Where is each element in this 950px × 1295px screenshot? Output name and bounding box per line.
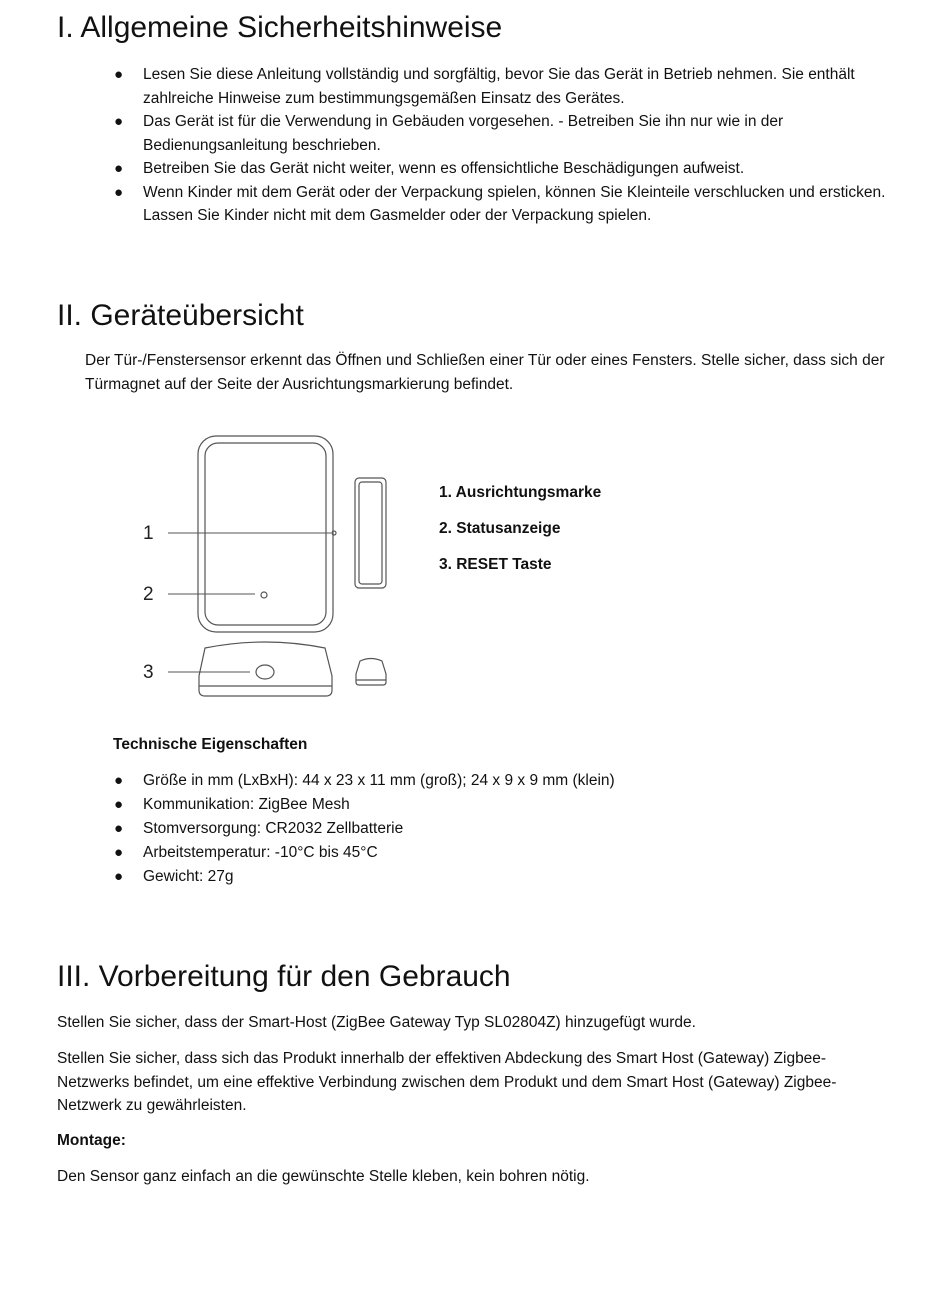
bullet-icon: ●: [114, 844, 124, 861]
bullet-icon: ●: [114, 772, 124, 789]
legend-item-3: 3. RESET Taste: [439, 556, 552, 573]
mount-text: Den Sensor ganz einfach an die gewünschte Stelle kleben, kein bohren nötig.: [57, 1168, 590, 1185]
list-item: ● Lesen Sie diese Anleitung vollständig und sorgfältig, bevor Sie das Gerät in Betrieb nehmen. Sie enthält zahlreiche Hinweise zum bestimmungsgemäßen Einsatz des Gerätes.: [0, 63, 950, 110]
section-1-title: I. Allgemeine Sicherheitshinweise: [57, 11, 503, 44]
prep-paragraph-1: Stellen Sie sicher, dass der Smart-Host (ZigBee Gateway Typ SL02804Z) hinzugefügt wurde.: [57, 1014, 696, 1031]
prep-paragraph-2: Stellen Sie sicher, dass sich das Produkt innerhalb der effektiven Abdeckung des Smart Host (Gateway) Zigbee-Netzwerks befindet, um eine effektive Verbindung zwischen dem Produkt und dem Smart Host (Gateway) Zigbee-Netzwerk zu gewährleisten.: [57, 1050, 837, 1114]
section-2-title: II. Geräteübersicht: [57, 299, 304, 332]
mount-title: Montage:: [57, 1132, 126, 1149]
list-item: ● Kommunikation: ZigBee Mesh: [0, 793, 950, 817]
list-item: ● Stomversorgung: CR2032 Zellbatterie: [0, 817, 950, 841]
list-item: ● Betreiben Sie das Gerät nicht weiter, wenn es offensichtliche Beschädigungen aufweist.: [0, 157, 950, 181]
bullet-icon: ●: [114, 66, 124, 83]
sensor-bottom-view: [199, 642, 332, 696]
magnet-body-inner: [359, 482, 382, 584]
list-item: ● Arbeitstemperatur: -10°C bis 45°C: [0, 841, 950, 865]
list-item: ● Das Gerät ist für die Verwendung in Gebäuden vorgesehen. - Betreiben Sie ihn nur wie in der Bedienungsanleitung beschrieben.: [0, 110, 950, 157]
bullet-icon: ●: [114, 868, 124, 885]
reset-button: [256, 665, 274, 679]
tech-list: [0, 769, 950, 889]
list-item: ● Wenn Kinder mit dem Gerät oder der Verpackung spielen, können Sie Kleinteile verschlucken und ersticken. Lassen Sie Kinder nicht mit dem Gasmelder oder der Verpackung spielen.: [0, 181, 950, 228]
diagram-number-3: 3: [143, 662, 154, 683]
bullet-icon: ●: [114, 820, 124, 837]
status-led: [261, 592, 267, 598]
magnet-bottom-view: [356, 659, 386, 686]
bullet-icon: ●: [114, 183, 124, 201]
list-item: ● Gewicht: 27g: [0, 865, 950, 889]
diagram-number-2: 2: [143, 584, 154, 605]
magnet-body: [355, 478, 386, 588]
tech-title: Technische Eigenschaften: [113, 736, 308, 753]
list-item: ● Größe in mm (LxBxH): 44 x 23 x 11 mm (groß); 24 x 9 x 9 mm (klein): [0, 769, 950, 793]
bullet-icon: ●: [114, 160, 124, 177]
sensor-body: [198, 436, 333, 632]
device-intro: Der Tür-/Fenstersensor erkennt das Öffnen und Schließen einer Tür oder eines Fensters. Stelle sicher, dass sich der Türmagnet auf der Seite der Ausrichtungsmarkierung befindet.: [85, 352, 885, 393]
section-3-title: III. Vorbereitung für den Gebrauch: [57, 960, 511, 993]
bullet-icon: ●: [114, 796, 124, 813]
safety-list: [0, 63, 950, 228]
diagram-number-1: 1: [143, 523, 154, 544]
bullet-icon: ●: [114, 113, 124, 130]
legend-item-1: 1. Ausrichtungsmarke: [439, 484, 602, 501]
legend-item-2: 2. Statusanzeige: [439, 520, 561, 537]
